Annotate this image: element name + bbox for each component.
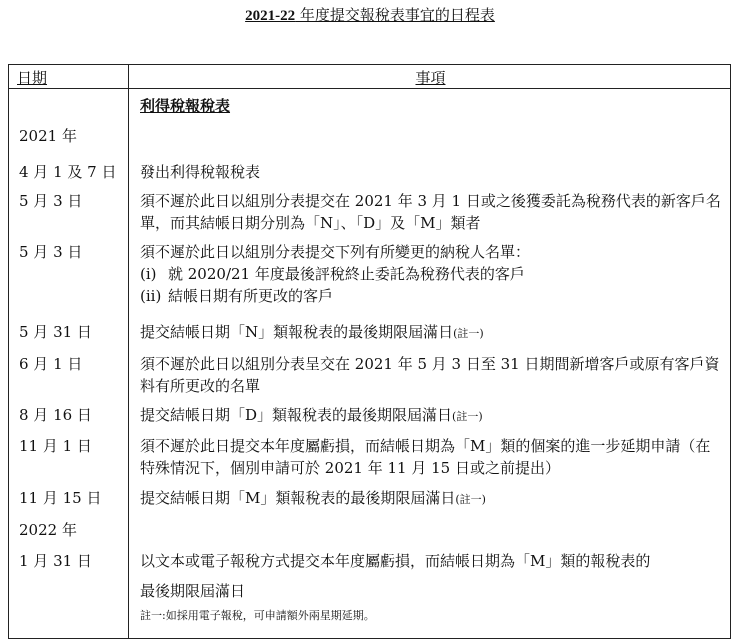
title-year: 2021-22 xyxy=(245,8,296,24)
row-date: 11 月 1 日 xyxy=(19,437,92,455)
footnote: 註一:如採用電子報稅，可申請額外兩星期延期。 xyxy=(140,609,375,622)
row-text-block xyxy=(140,404,722,428)
row-date: 2022 年 xyxy=(19,521,77,539)
row-text-block xyxy=(140,321,722,345)
sub-item xyxy=(140,285,722,307)
row-text: 須不遲於此日提交本年度屬虧損，而結帳日期為「M」類的個案的進一步延期申請（在特殊情況下，個別申請可於 2021 年 11 月 15 日或之前提出） xyxy=(140,437,711,477)
row-date: 8 月 16 日 xyxy=(19,406,92,424)
row-date: 11 月 15 日 xyxy=(19,489,102,507)
row-date: 4 月 1 及 7 日 xyxy=(19,163,117,181)
schedule-table xyxy=(8,64,731,639)
row-date: 1 月 31 日 xyxy=(19,552,92,570)
row-text: 提交結帳日期「N」類報稅表的最後期限屆滿日 xyxy=(140,323,454,341)
row-date: 2021 年 xyxy=(19,127,77,145)
row-text: 須不遲於此日以組別分表呈交在 2021 年 5 月 3 日至 31 日期間新增客戶或原有客戶資料有所更改的名單 xyxy=(140,355,720,395)
row-text: 須不遲於此日以組別分表提交下列有所變更的納稅人名單： xyxy=(140,243,531,261)
sub-item xyxy=(140,263,722,285)
note-ref: (註一) xyxy=(452,410,483,423)
row-date: 5 月 31 日 xyxy=(19,323,92,341)
note-ref: (註一) xyxy=(455,493,486,506)
row-text-continued: 最後期限屆滿日 xyxy=(140,582,246,600)
sub-item-number: (ii) xyxy=(140,287,162,305)
section-title: 利得稅報稅表 xyxy=(140,97,231,115)
row-text: 提交結帳日期「D」類報稅表的最後期限屆滿日 xyxy=(140,406,453,424)
row-text-block xyxy=(140,487,722,511)
row-date: 5 月 3 日 xyxy=(19,192,83,210)
sub-item-text: 就 2020/21 年度最後評稅終止委託為稅務代表的客戶 xyxy=(168,265,525,283)
sub-item-text: 結帳日期有所更改的客戶 xyxy=(168,287,334,305)
header-item: 事項 xyxy=(415,69,446,87)
row-text: 發出利得稅報稅表 xyxy=(140,163,261,181)
row-text: 須不遲於此日以組別分表提交在 2021 年 3 月 1 日或之後獲委託為稅務代表的新客戶名單，而其結帳日期分別為「N」、「D」及「M」類者 xyxy=(140,192,721,232)
sub-item-number: (i) xyxy=(140,265,157,283)
row-text-block xyxy=(140,241,722,307)
row-text: 以文本或電子報稅方式提交本年度屬虧損，而結帳日期為「M」類的報稅表的 xyxy=(140,552,651,570)
header-date: 日期 xyxy=(17,69,48,87)
column-divider xyxy=(128,65,129,638)
row-date: 6 月 1 日 xyxy=(19,355,83,373)
page-title xyxy=(0,4,740,25)
note-ref: (註一) xyxy=(453,327,484,340)
title-text: 年度提交報稅表事宜的日程表 xyxy=(295,6,495,24)
row-text: 提交結帳日期「M」類報稅表的最後期限屆滿日 xyxy=(140,489,456,507)
row-text-block xyxy=(140,550,722,602)
row-date: 5 月 3 日 xyxy=(19,243,83,261)
table-header xyxy=(9,65,730,89)
